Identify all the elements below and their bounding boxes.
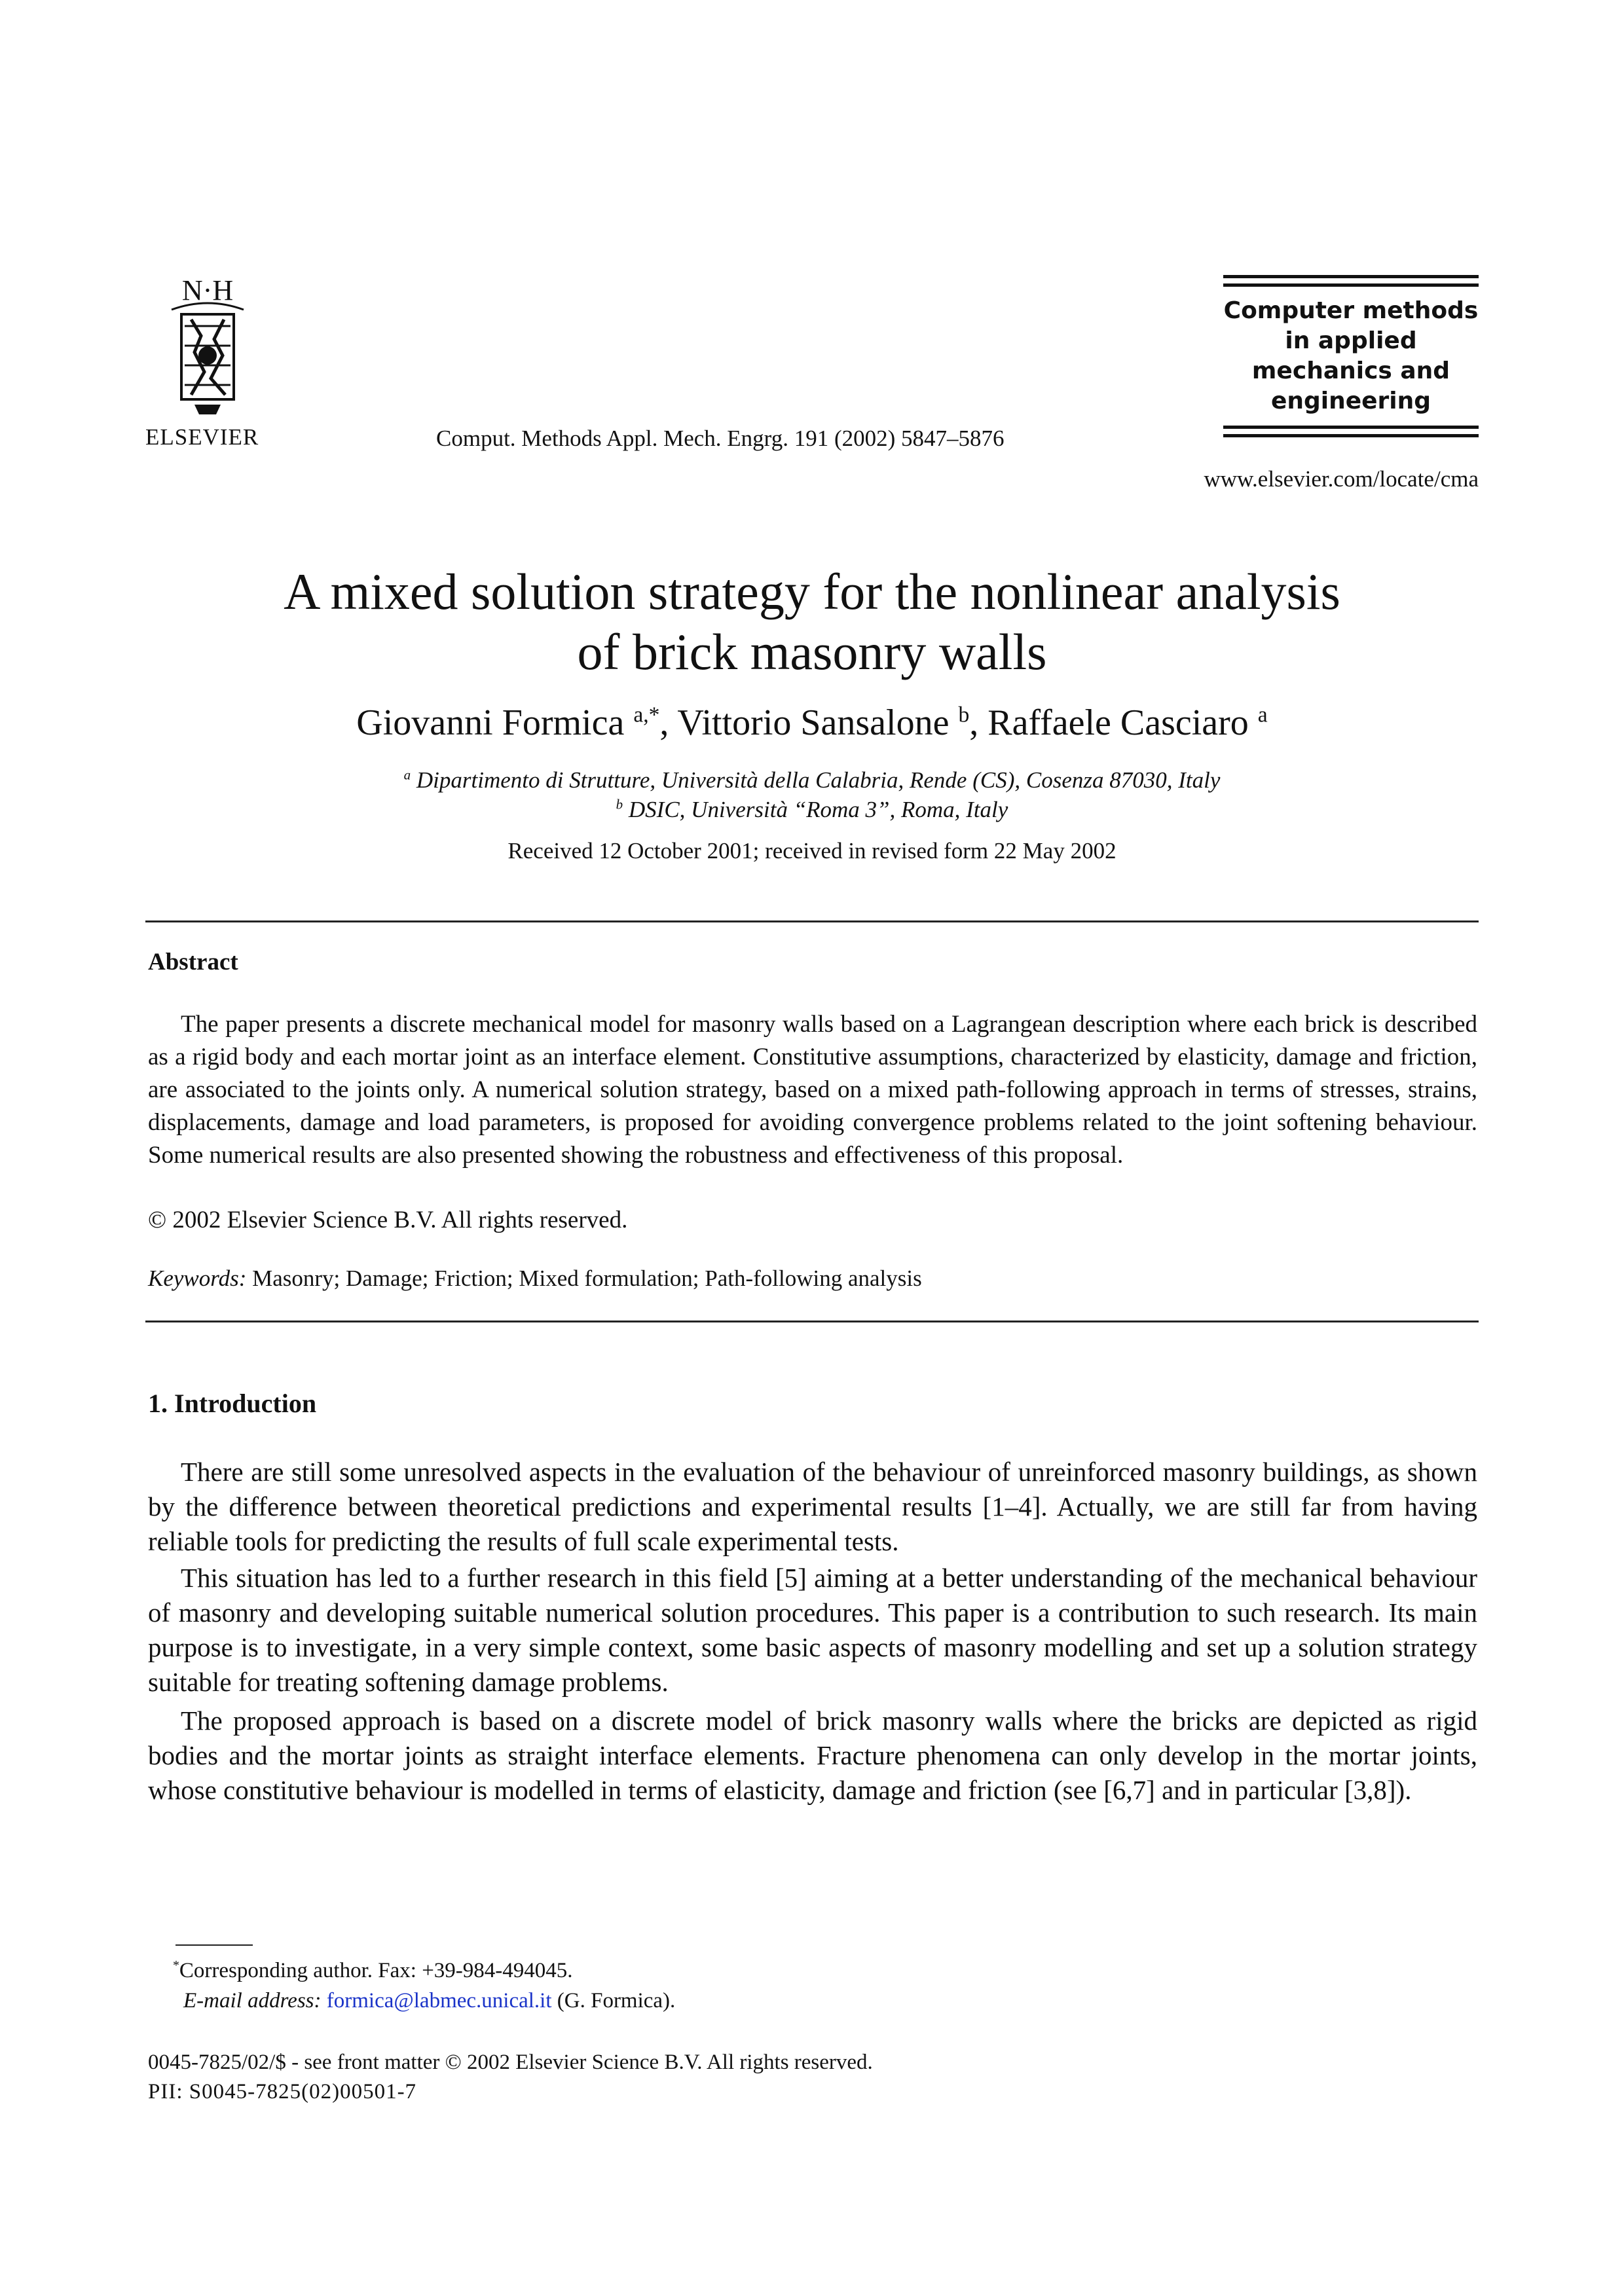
abstract-heading: Abstract xyxy=(148,949,238,975)
journal-brand xyxy=(1223,275,1479,443)
author-affiliation-mark: b xyxy=(958,702,970,727)
footnote-email xyxy=(183,1989,675,2013)
keywords xyxy=(148,1266,922,1292)
footnote-divider xyxy=(175,1944,253,1946)
publisher-logo xyxy=(145,274,270,450)
pii: PII: S0045-7825(02)00501-7 xyxy=(148,2080,417,2104)
author-name: Giovanni Formica xyxy=(356,702,625,743)
affiliation-text: Dipartimento di Strutture, Università della Calabria, Rende (CS), Cosenza 87030, Italy xyxy=(416,767,1221,793)
section-heading: 1. Introduction xyxy=(148,1389,317,1418)
publisher-name: ELSEVIER xyxy=(145,424,259,450)
footnote-text: Corresponding author. Fax: +39-984-494045. xyxy=(179,1959,573,1982)
journal-citation: Comput. Methods Appl. Mech. Engrg. 191 (2002) 5847–5876 xyxy=(436,426,1005,451)
affiliation-text: DSIC, Università “Roma 3”, Roma, Italy xyxy=(628,797,1008,822)
publisher-monogram: N·H xyxy=(181,274,234,306)
received-dates: Received 12 October 2001; received in revised form 22 May 2002 xyxy=(507,838,1116,864)
author-name: Vittorio Sansalone xyxy=(677,702,950,743)
email-owner: (G. Formica). xyxy=(557,1989,676,2013)
keywords-label: Keywords: xyxy=(148,1266,247,1291)
email-link[interactable]: formica@labmec.unical.it xyxy=(326,1989,552,2013)
author-separator: , xyxy=(969,702,988,743)
affiliation-mark: a xyxy=(403,767,411,783)
author-list xyxy=(145,702,1479,744)
affiliation xyxy=(145,797,1479,823)
body-paragraph: There are still some unresolved aspects in the evaluation of the behaviour of unreinforced masonry buildings, as shown by the difference between theoretical predictions and experimental results [1–4]. Actually, we are still far from having reliable tools for predicting the results of full scale experimental tests. xyxy=(148,1457,1477,1556)
brand-rule xyxy=(1223,283,1479,287)
author-separator: , xyxy=(659,702,678,743)
email-label: E-mail address: xyxy=(183,1989,322,2013)
journal-url[interactable]: www.elsevier.com/locate/cma xyxy=(1204,466,1479,492)
abstract-body: The paper presents a discrete mechanical model for masonry walls based on a Lagrangean description where each brick is described as a rigid body and each mortar joint as an interface element. Constitutive assumptions, characterized by elasticity, damage and friction, are associated to the joints only. A numerical solution strategy, based on a mixed path-following approach in terms of stresses, strains, displacements, damage and load parameters, is proposed for avoiding convergence problems related to the joint softening behaviour. Some numerical results are also presented showing the robustness and effectiveness of this proposal. xyxy=(148,1011,1477,1169)
elsevier-tree-emblem-icon xyxy=(145,274,270,424)
footnote-mark: * xyxy=(173,1958,179,1973)
affiliation xyxy=(145,767,1479,793)
body-paragraph: The proposed approach is based on a discrete model of brick masonry walls where the bricks are depicted as rigid bodies and the mortar joints as straight interface elements. Fracture phenomena can only develop in the mortar joints, whose constitutive behaviour is modelled in terms of elasticity, damage and friction (see [6,7] and in particular [3,8]). xyxy=(148,1705,1477,1805)
keywords-text: Masonry; Damage; Friction; Mixed formulation; Path-following analysis xyxy=(252,1266,922,1291)
abstract-copyright: © 2002 Elsevier Science B.V. All rights reserved. xyxy=(148,1207,628,1233)
front-matter: 0045-7825/02/$ - see front matter © 2002 Elsevier Science B.V. All rights reserved. xyxy=(148,2050,873,2074)
brand-rule xyxy=(1223,275,1479,278)
paper-title: A mixed solution strategy for the nonlinear analysis of brick masonry walls xyxy=(284,563,1340,680)
divider xyxy=(145,920,1479,922)
divider xyxy=(145,1321,1479,1322)
brand-rule xyxy=(1223,426,1479,429)
footnote-corresponding xyxy=(173,1959,573,1983)
author-affiliation-mark: a,* xyxy=(633,702,660,727)
affiliation-mark: b xyxy=(616,796,623,812)
brand-rule xyxy=(1223,434,1479,437)
author-affiliation-mark: a xyxy=(1257,702,1268,727)
journal-brand-text: Computer methods in applied mechanics and engineering xyxy=(1223,297,1479,414)
body-paragraph: This situation has led to a further research in this field [5] aiming at a better understanding of the mechanical behaviour of masonry and developing suitable numerical solution procedures. This paper is a contribution to such research. Its main purpose is to investigate, in a very simple context, some basic aspects of masonry modelling and set up a solution strategy suitable for treating softening damage problems. xyxy=(148,1563,1477,1697)
author-name: Raffaele Casciaro xyxy=(987,702,1249,743)
